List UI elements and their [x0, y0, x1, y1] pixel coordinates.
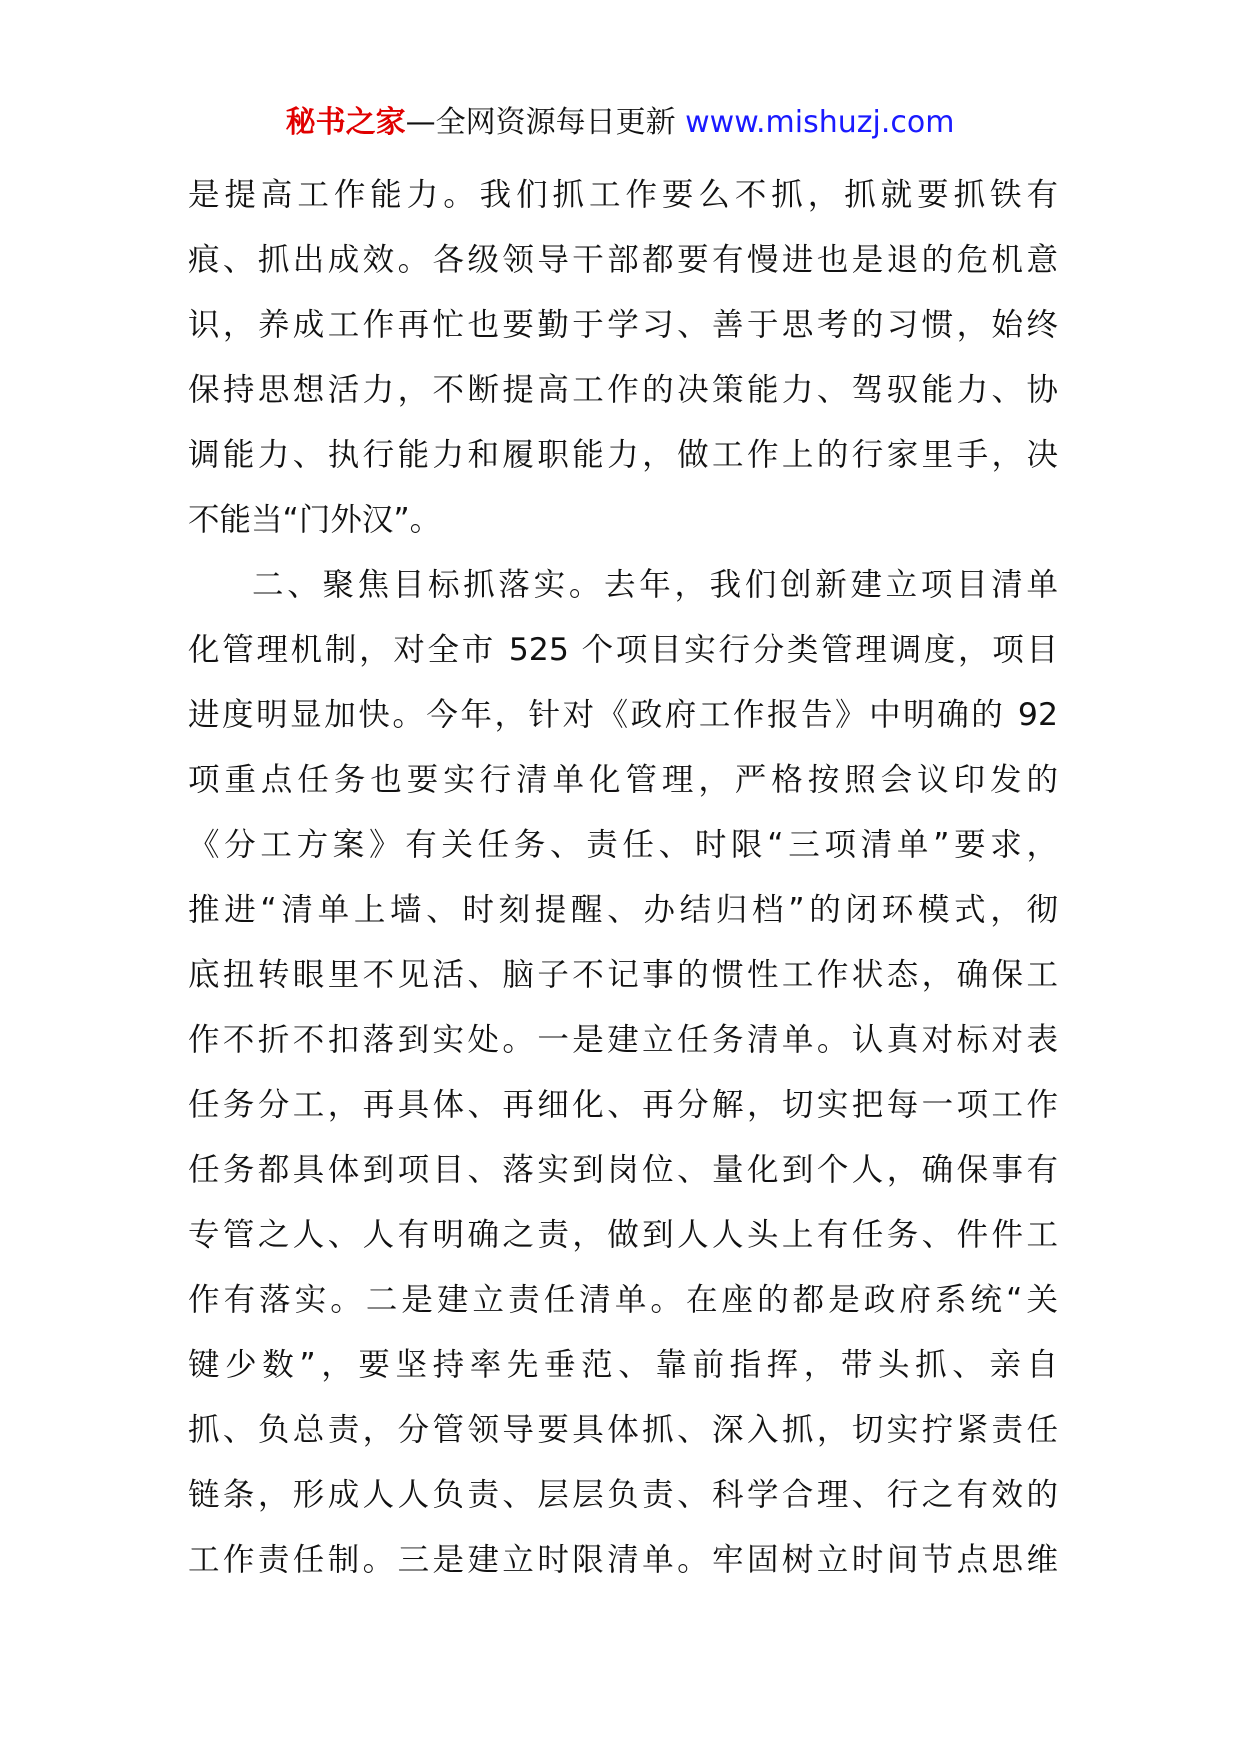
text-line: 识，养成工作再忙也要勤于学习、善于思考的习惯，始终: [188, 307, 1058, 343]
document-body: [188, 163, 1058, 1593]
text-line: 不能当“门外汉”。: [188, 502, 442, 538]
text-line: 化管理机制，对全市 525 个项目实行分类管理调度，项目: [188, 632, 1058, 668]
text-line: 键少数”，要坚持率先垂范、靠前指挥，带头抓、亲自: [188, 1347, 1058, 1383]
text-line: 专管之人、人有明确之责，做到人人头上有任务、件件工: [188, 1217, 1058, 1253]
text-line: 痕、抓出成效。各级领导干部都要有慢进也是退的危机意: [188, 242, 1058, 278]
text-line: 项重点任务也要实行清单化管理，严格按照会议印发的: [188, 762, 1058, 798]
text-line: 《分工方案》有关任务、责任、时限“三项清单”要求，: [188, 827, 1058, 863]
site-url-link[interactable]: www.mishuzj.com: [685, 105, 955, 140]
header-tagline: —全网资源每日更新: [405, 105, 686, 140]
text-line: 作不折不扣落到实处。一是建立任务清单。认真对标对表: [188, 1022, 1058, 1058]
text-line: 进度明显加快。今年，针对《政府工作报告》中明确的 92: [188, 697, 1058, 733]
text-line: 二、聚焦目标抓落实。去年，我们创新建立项目清单: [252, 567, 1058, 603]
paragraph-1: [188, 163, 1058, 553]
text-line: 是提高工作能力。我们抓工作要么不抓，抓就要抓铁有: [188, 177, 1058, 213]
text-line: 工作责任制。三是建立时限清单。牢固树立时间节点思维: [188, 1542, 1058, 1578]
text-line: 保持思想活力，不断提高工作的决策能力、驾驭能力、协: [188, 372, 1058, 408]
text-line: 作有落实。二是建立责任清单。在座的都是政府系统“关: [188, 1282, 1058, 1318]
text-line: 任务分工，再具体、再细化、再分解，切实把每一项工作: [188, 1087, 1058, 1123]
site-header: [0, 102, 1240, 144]
brand-name: 秘书之家: [285, 105, 406, 140]
text-line: 链条，形成人人负责、层层负责、科学合理、行之有效的: [188, 1477, 1058, 1513]
text-line: 推进“清单上墙、时刻提醒、办结归档”的闭环模式，彻: [188, 892, 1058, 928]
text-line: 底扭转眼里不见活、脑子不记事的惯性工作状态，确保工: [188, 957, 1058, 993]
text-line: 调能力、执行能力和履职能力，做工作上的行家里手，决: [188, 437, 1058, 473]
text-line: 任务都具体到项目、落实到岗位、量化到个人，确保事有: [188, 1152, 1058, 1188]
text-line: 抓、负总责，分管领导要具体抓、深入抓，切实拧紧责任: [188, 1412, 1058, 1448]
paragraph-2: [188, 553, 1058, 1593]
